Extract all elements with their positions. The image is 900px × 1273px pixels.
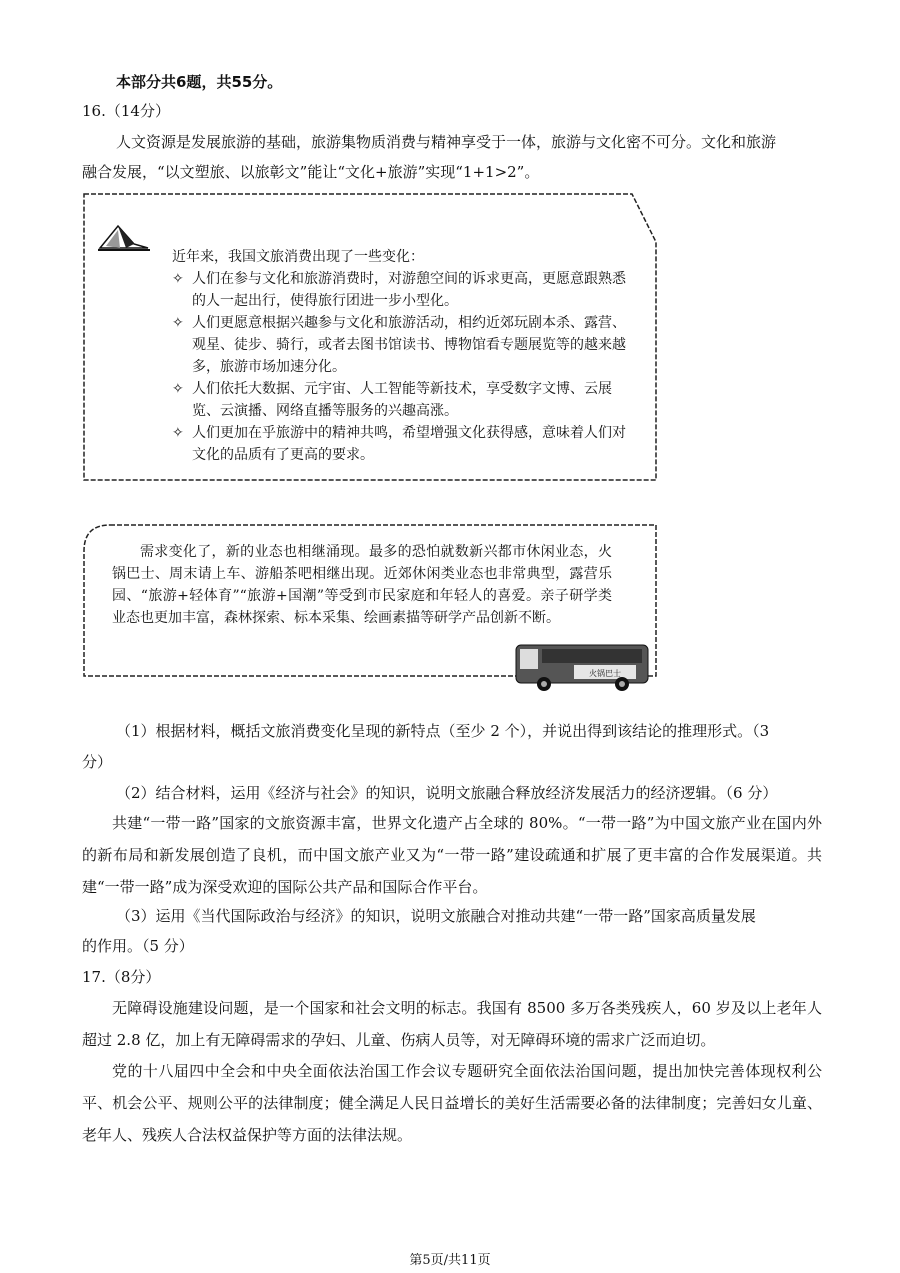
material-box-consumption-changes	[82, 192, 658, 482]
bullet-text: 人们更愿意根据兴趣参与文化和旅游活动，相约近郊玩剧本杀、露营、观星、徒步、骑行，或者去图书馆读书、博物馆看专题展览等的越来越多，旅游市场加速分化。	[192, 315, 626, 375]
box1-lead: 近年来，我国文旅消费出现了一些变化：	[172, 249, 424, 265]
q16-intro-line2: 融合发展，“以文塑旅、以旅彰文”能让“文化+旅游”实现“1+1>2”。	[82, 163, 540, 181]
diamond-bullet-icon: ✧	[172, 315, 184, 331]
tent-icon	[96, 222, 152, 254]
question-17-number: 17.（8分）	[82, 968, 161, 986]
bullet-text: 人们依托大数据、元宇宙、人工智能等新技术，享受数字文博、云展览、云演播、网络直播等服务的兴趣高涨。	[192, 381, 612, 419]
q17-paragraph-1: 无障碍设施建设问题，是一个国家和社会文明的标志。我国有 8500 多万各类残疾人，60 岁及以上老年人超过 2.8 亿，加上有无障碍需求的孕妇、儿童、伤病人员等，对无障碍环境的需求广泛而迫切。	[82, 999, 822, 1049]
diamond-bullet-icon: ✧	[172, 271, 184, 287]
q16-sub3-line1: （3）运用《当代国际政治与经济》的知识，说明文旅融合对推动共建“一带一路”国家高质量发展	[116, 907, 756, 925]
bullet-text: 人们在参与文化和旅游消费时，对游憩空间的诉求更高，更愿意跟熟悉的人一起出行，使得旅行团进一步小型化。	[192, 271, 626, 309]
list-item	[172, 312, 632, 378]
page-footer: 第5页/共11页	[409, 1253, 491, 1268]
bus-sign: 火锅巴士	[589, 669, 621, 678]
list-item	[172, 268, 632, 312]
diamond-bullet-icon: ✧	[172, 381, 184, 397]
bullet-text: 人们更加在乎旅游中的精神共鸣，希望增强文化获得感，意味着人们对文化的品质有了更高的要求。	[192, 425, 626, 463]
q17-paragraph-2: 党的十八届四中全会和中央全面依法治国工作会议专题研究全面依法治国问题，提出加快完善体现权利公平、机会公平、规则公平的法律制度；健全满足人民日益增长的美好生活需要必备的法律制度；完善妇女儿童、老年人、残疾人合法权益保护等方面的法律法规。	[82, 1062, 822, 1144]
list-item	[172, 378, 632, 422]
section-header: 本部分共6题，共55分。	[116, 73, 283, 91]
box2-text: 需求变化了，新的业态也相继涌现。最多的恐怕就数新兴都市休闲业态，火锅巴士、周末请上车、游船茶吧相继出现。近郊休闲类业态也非常典型，露营乐园、“旅游+轻体育”“旅游+国潮”等受到市民家庭和年轻人的喜爱。亲子研学类业态也更加丰富，森林探索、标本采集、绘画素描等研学产品创新不断。	[112, 544, 612, 626]
diamond-bullet-icon: ✧	[172, 425, 184, 441]
q16-sub3-line2: 的作用。（5 分）	[82, 937, 194, 955]
question-16-number: 16.（14分）	[82, 102, 170, 120]
q16-belt-road-paragraph: 共建“一带一路”国家的文旅资源丰富，世界文化遗产占全球的 80%。“一带一路”为中国文旅产业在国内外的新布局和新发展创造了良机，而中国文旅产业又为“一带一路”建设疏通和扩展了更丰富的合作发展渠道。共建“一带一路”成为深受欢迎的国际公共产品和国际合作平台。	[82, 814, 822, 896]
list-item	[172, 422, 632, 466]
q16-sub2: （2）结合材料，运用《经济与社会》的知识，说明文旅融合释放经济发展活力的经济逻辑。（6 分）	[116, 784, 778, 802]
q16-sub1-line2: 分）	[82, 753, 113, 771]
q16-intro-line1: 人文资源是发展旅游的基础，旅游集物质消费与精神享受于一体，旅游与文化密不可分。文化和旅游	[116, 133, 777, 151]
q16-sub1-line1: （1）根据材料，概括文旅消费变化呈现的新特点（至少 2 个），并说出得到该结论的推理形式。（3	[116, 722, 770, 740]
bus-illustration	[514, 637, 650, 693]
